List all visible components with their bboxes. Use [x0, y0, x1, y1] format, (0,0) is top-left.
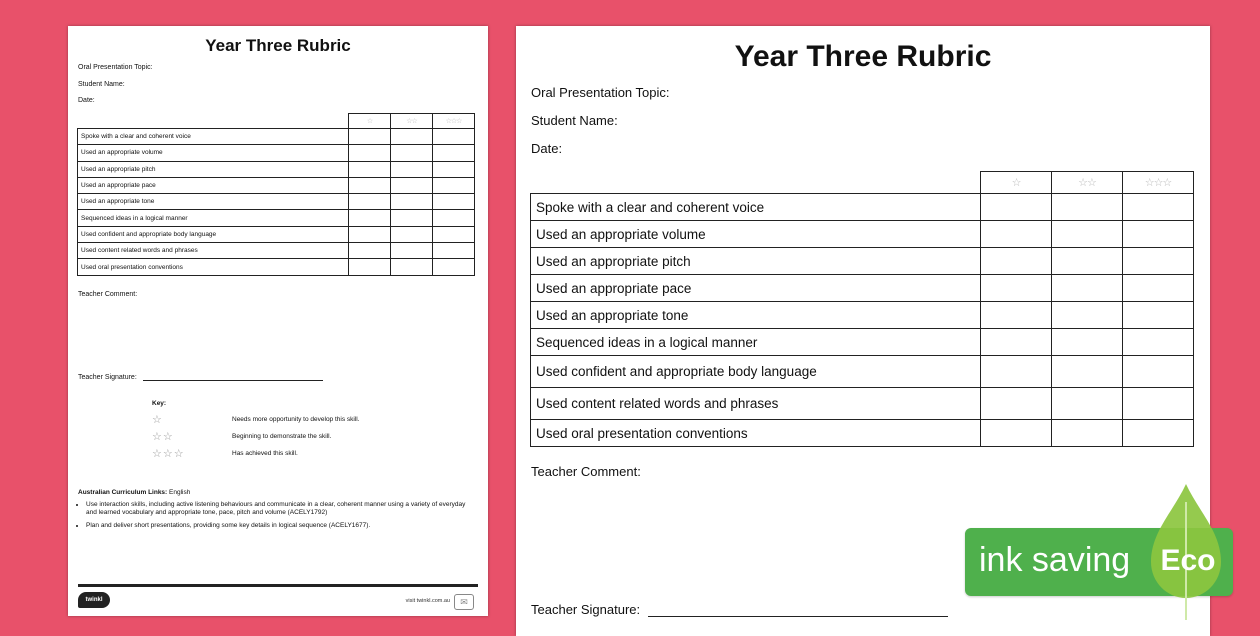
rating-cell: [1123, 329, 1194, 356]
criterion-label: Used confident and appropriate body language: [78, 226, 349, 242]
rating-cell: [391, 226, 433, 242]
rating-cell: [433, 145, 475, 161]
criterion-label: Used content related words and phrases: [78, 243, 349, 259]
key-description: Has achieved this skill.: [232, 450, 298, 457]
table-row: [531, 329, 1194, 356]
star-icon: ☆: [152, 414, 163, 426]
key-description: Needs more opportunity to develop this skill.: [232, 416, 360, 423]
table-row: [531, 420, 1194, 447]
rating-cell: [391, 177, 433, 193]
topic-label: Oral Presentation Topic:: [78, 64, 153, 71]
criterion-label: Used an appropriate pitch: [531, 248, 981, 275]
rating-cell: [981, 356, 1052, 388]
rating-cell: [349, 194, 391, 210]
rating-cell: [433, 226, 475, 242]
eco-label: Eco: [1160, 544, 1216, 577]
key-item: [152, 411, 360, 428]
rating-cell: [981, 248, 1052, 275]
table-row: [531, 302, 1194, 329]
table-row: [78, 194, 475, 210]
rating-cell: [349, 259, 391, 275]
student-name-label: Student Name:: [531, 113, 618, 128]
rubric-page-thumbnail: [68, 26, 488, 616]
rating-cell: [1052, 221, 1123, 248]
teacher-signature-label: Teacher Signature:: [78, 374, 137, 381]
criterion-label: Used an appropriate pace: [78, 177, 349, 193]
ink-saving-text: ink saving: [979, 541, 1131, 579]
date-label: Date:: [531, 141, 563, 156]
criterion-label: Used an appropriate pitch: [78, 161, 349, 177]
teacher-signature-label: Teacher Signature:: [531, 602, 641, 617]
rubric-table: [77, 113, 475, 276]
rating-cell: [349, 129, 391, 145]
curriculum-heading: Australian Curriculum Links:: [78, 489, 168, 496]
two-star-column-header: ☆☆: [391, 114, 433, 129]
curriculum-point: • Plan and deliver short presentations, providing some key details in logical sequence (ACELY1677).: [86, 522, 473, 531]
rating-cell: [349, 177, 391, 193]
rating-cell: [981, 275, 1052, 302]
teacher-comment-label: Teacher Comment:: [531, 464, 641, 479]
criterion-label: Sequenced ideas in a logical manner: [78, 210, 349, 226]
rating-cell: [1123, 388, 1194, 420]
criterion-label: Used oral presentation conventions: [78, 259, 349, 275]
key-title: Key:: [152, 400, 167, 407]
rating-cell: [981, 194, 1052, 221]
criterion-label: Used an appropriate tone: [531, 302, 981, 329]
table-row: [78, 145, 475, 161]
teacher-signature-field: [78, 374, 323, 381]
table-row: [531, 248, 1194, 275]
key-item: [152, 445, 360, 462]
rating-cell: [1052, 275, 1123, 302]
table-row: [531, 221, 1194, 248]
rating-cell: [391, 194, 433, 210]
rating-cell: [1052, 194, 1123, 221]
rating-cell: [1052, 388, 1123, 420]
student-name-label: Student Name:: [78, 81, 125, 88]
key-section: [152, 400, 360, 462]
one-star-column-header: ☆: [981, 172, 1052, 194]
rating-cell: [391, 145, 433, 161]
rating-cell: [1123, 420, 1194, 447]
rating-cell: [1052, 356, 1123, 388]
page-title: Year Three Rubric: [205, 36, 351, 55]
rating-cell: [349, 226, 391, 242]
key-description: Beginning to demonstrate the skill.: [232, 433, 332, 440]
rating-cell: [981, 302, 1052, 329]
rating-cell: [981, 420, 1052, 447]
rating-cell: [433, 161, 475, 177]
rating-cell: [1123, 302, 1194, 329]
rating-cell: [349, 243, 391, 259]
star-icon: ☆☆☆: [152, 448, 185, 460]
table-row: [78, 226, 475, 242]
three-star-column-header: ☆☆☆: [433, 114, 475, 129]
topic-label: Oral Presentation Topic:: [531, 85, 670, 100]
criterion-label: Used an appropriate pace: [531, 275, 981, 302]
table-row: [78, 129, 475, 145]
criterion-label: Used an appropriate volume: [531, 221, 981, 248]
rating-cell: [433, 194, 475, 210]
rating-cell: [433, 259, 475, 275]
criterion-label: Used an appropriate volume: [78, 145, 349, 161]
table-row: [531, 275, 1194, 302]
rating-cell: [1052, 329, 1123, 356]
rating-cell: [981, 221, 1052, 248]
rating-cell: [433, 210, 475, 226]
criterion-label: Spoke with a clear and coherent voice: [531, 194, 981, 221]
rating-cell: [349, 161, 391, 177]
rating-cell: [391, 210, 433, 226]
one-star-column-header: ☆: [349, 114, 391, 129]
mail-icon: ✉: [454, 594, 474, 610]
table-row: [531, 388, 1194, 420]
rating-cell: [1123, 194, 1194, 221]
table-row: [78, 243, 475, 259]
rating-cell: [391, 243, 433, 259]
rating-cell: [349, 210, 391, 226]
twinkl-logo: twinkl: [78, 592, 110, 608]
rating-cell: [981, 388, 1052, 420]
star-icon: ☆☆: [152, 431, 174, 443]
two-star-column-header: ☆☆: [1052, 172, 1123, 194]
rating-cell: [1052, 302, 1123, 329]
rating-cell: [981, 329, 1052, 356]
key-item: [152, 428, 360, 445]
rating-cell: [1123, 248, 1194, 275]
table-row: [78, 210, 475, 226]
page-title: Year Three Rubric: [734, 40, 992, 73]
curriculum-subject: English: [167, 489, 191, 496]
rating-cell: [1123, 221, 1194, 248]
footer-url: visit twinkl.com.au: [405, 598, 450, 604]
table-row: [531, 194, 1194, 221]
criterion-label: Used content related words and phrases: [531, 388, 981, 420]
rating-cell: [1052, 248, 1123, 275]
rating-cell: [391, 259, 433, 275]
rating-cell: [349, 145, 391, 161]
criterion-label: Sequenced ideas in a logical manner: [531, 329, 981, 356]
signature-line: [648, 616, 948, 617]
rating-cell: [1052, 420, 1123, 447]
signature-line: [143, 380, 323, 381]
criterion-label: Spoke with a clear and coherent voice: [78, 129, 349, 145]
table-row: [78, 259, 475, 275]
date-label: Date:: [78, 97, 95, 104]
table-row: [78, 161, 475, 177]
criterion-label: Used oral presentation conventions: [531, 420, 981, 447]
rating-cell: [433, 129, 475, 145]
rating-cell: [1123, 356, 1194, 388]
three-star-column-header: ☆☆☆: [1123, 172, 1194, 194]
table-row: [531, 356, 1194, 388]
teacher-signature-field: [531, 602, 948, 617]
curriculum-links: [78, 489, 473, 534]
rubric-table: [530, 171, 1194, 447]
teacher-comment-label: Teacher Comment:: [78, 291, 138, 298]
footer-divider: [78, 584, 478, 587]
criterion-label: Used an appropriate tone: [78, 194, 349, 210]
criterion-label: Used confident and appropriate body language: [531, 356, 981, 388]
table-row: [78, 177, 475, 193]
rating-cell: [391, 129, 433, 145]
rating-cell: [1123, 275, 1194, 302]
curriculum-point: • Use interaction skills, including active listening behaviours and communicate in a clear, coherent manner using a variety of everyday and learned vocabulary and appropriate tone, pace, pitch and volume (ACELY1792): [86, 501, 473, 518]
rating-cell: [433, 177, 475, 193]
rating-cell: [433, 243, 475, 259]
rating-cell: [391, 161, 433, 177]
